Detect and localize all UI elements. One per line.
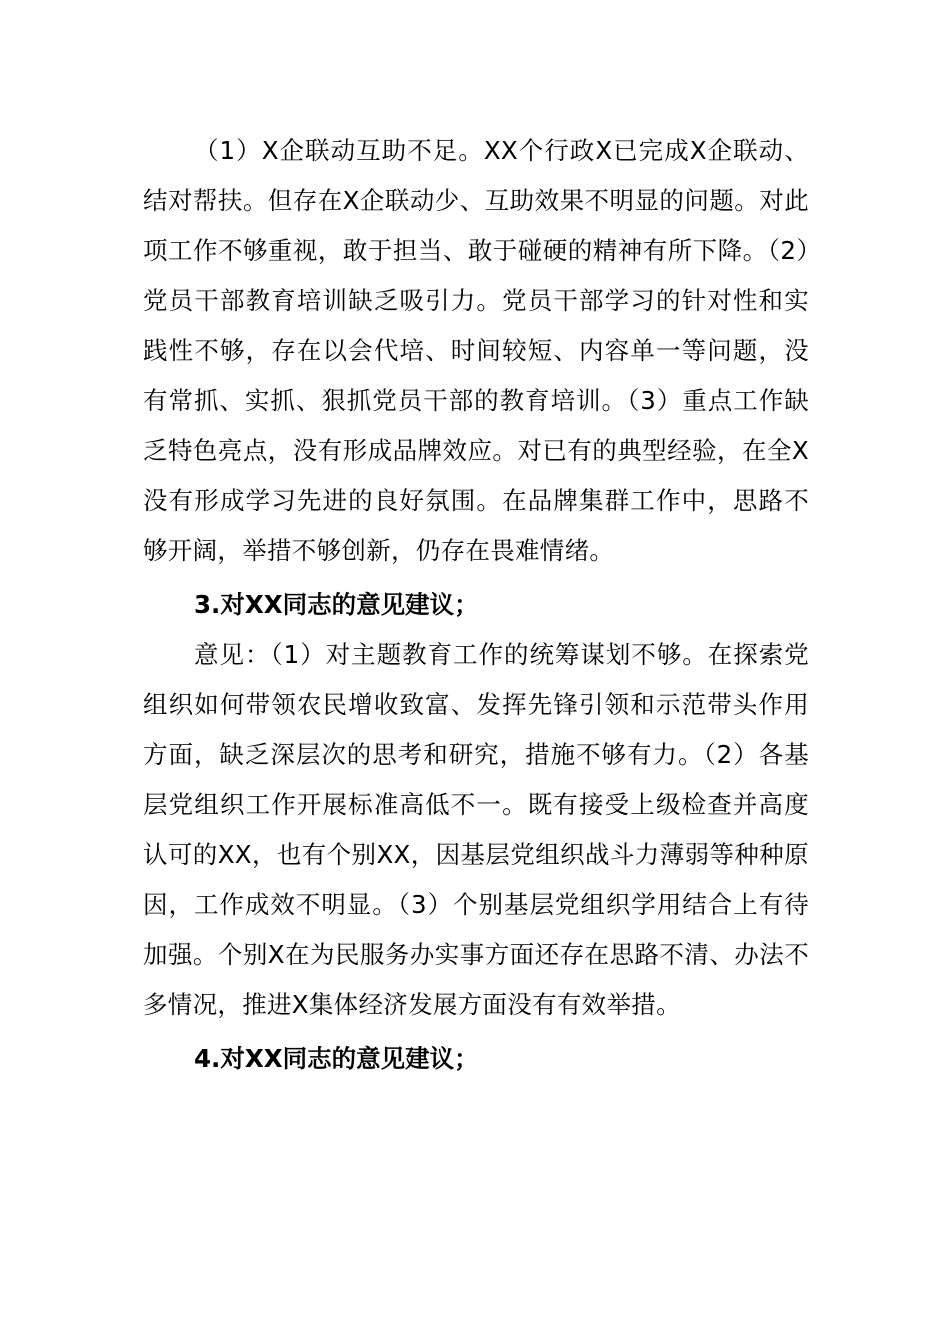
- paragraph-opinions-part-2: 意见：（1）对主题教育工作的统筹谋划不够。在探索党组织如何带领农民增收致富、发挥先锋引领和示范带头作用方面，缺乏深层次的思考和研究，措施不够有力。（2）各基层党组织工作开展标准高低不一。既有接受上级检查并高度认可的XX，也有个别XX，因基层党组织战斗力薄弱等种种原因，工作成效不明显。（3）个别基层党组织学用结合上有待加强。个别X在为民服务办实事方面还存在思路不清、办法不多情况，推进X集体经济发展方面没有有效举措。: [143, 640, 809, 1019]
- section-heading-4: 4.对XX同志的意见建议；: [194, 1044, 479, 1073]
- paragraph-opinions-part-1: （1）X企联动互助不足。XX个行政X已完成X企联动、结对帮扶。但存在X企联动少、互助效果不明显的问题。对此项工作不够重视，敢于担当、敢于碰硬的精神有所下降。（2）党员干部教育培训缺乏吸引力。党员干部学习的针对性和实践性不够，存在以会代培、时间较短、内容单一等问题，没有常抓、实抓、狠抓党员干部的教育培训。（3）重点工作缺乏特色亮点，没有形成品牌效应。对已有的典型经验，在全X没有形成学习先进的良好氛围。在品牌集群工作中，思路不够开阔，举措不够创新，仍存在畏难情绪。: [143, 136, 810, 565]
- section-heading-3: 3.对XX同志的意见建议；: [194, 590, 479, 619]
- document-body: [143, 126, 809, 1084]
